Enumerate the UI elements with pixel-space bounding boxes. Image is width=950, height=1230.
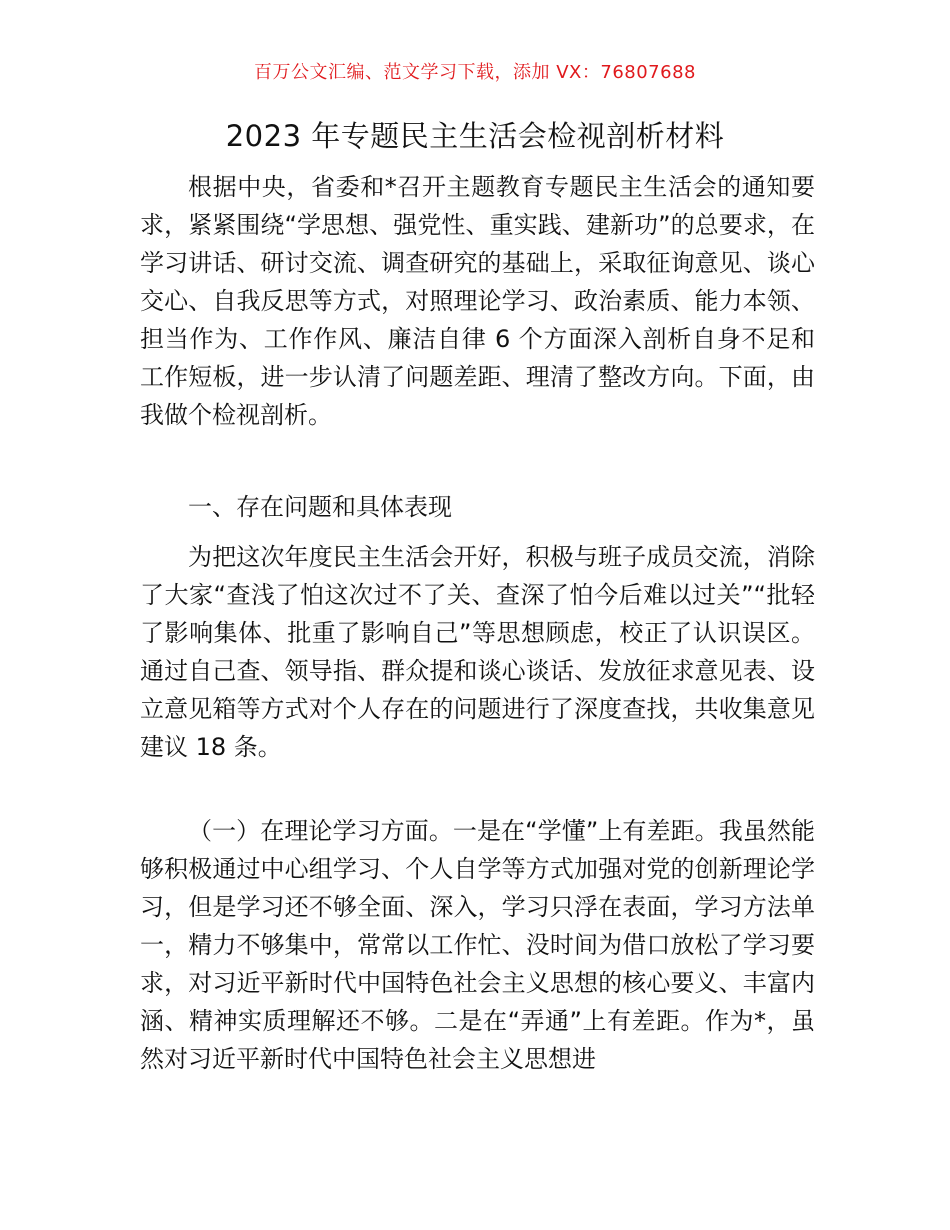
page-title: 2023 年专题民主生活会检视剖析材料	[225, 119, 725, 153]
paragraph-section-body: 为把这次年度民主生活会开好，积极与班子成员交流，消除了大家“查浅了怕这次过不了关、查深了怕今后难以过关”“批轻了影响集体、批重了影响自己”等思想顾虑，校正了认识误区。通过自己查、领导指、群众提和谈心谈话、发放征求意见表、设立意见箱等方式对个人存在的问题进行了深度查找，共收集意见建议 18 条。	[140, 543, 815, 761]
header-note: 百万公文汇编、范文学习下载，添加 VX：76807688	[254, 62, 696, 83]
section-heading: 一、存在问题和具体表现	[188, 493, 452, 521]
paragraph-theory-study: （一）在理论学习方面。一是在“学懂”上有差距。我虽然能够积极通过中心组学习、个人自学等方式加强对党的创新理论学习，但是学习还不够全面、深入，学习只浮在表面，学习方法单一，精力不够集中，常常以工作忙、没时间为借口放松了学习要求，对习近平新时代中国特色社会主义思想的核心要义、丰富内涵、精神实质理解还不够。二是在“弄通”上有差距。作为*，虽然对习近平新时代中国特色社会主义思想进	[140, 817, 815, 1073]
paragraph-intro: 根据中央，省委和*召开主题教育专题民主生活会的通知要求，紧紧围绕“学思想、强党性、重实践、建新功”的总要求，在学习讲话、研讨交流、调查研究的基础上，采取征询意见、谈心交心、自我反思等方式，对照理论学习、政治素质、能力本领、担当作为、工作作风、廉洁自律 6 个方面深入剖析自身不足和工作短板，进一步认清了问题差距、理清了整改方向。下面，由我做个检视剖析。	[140, 173, 815, 429]
